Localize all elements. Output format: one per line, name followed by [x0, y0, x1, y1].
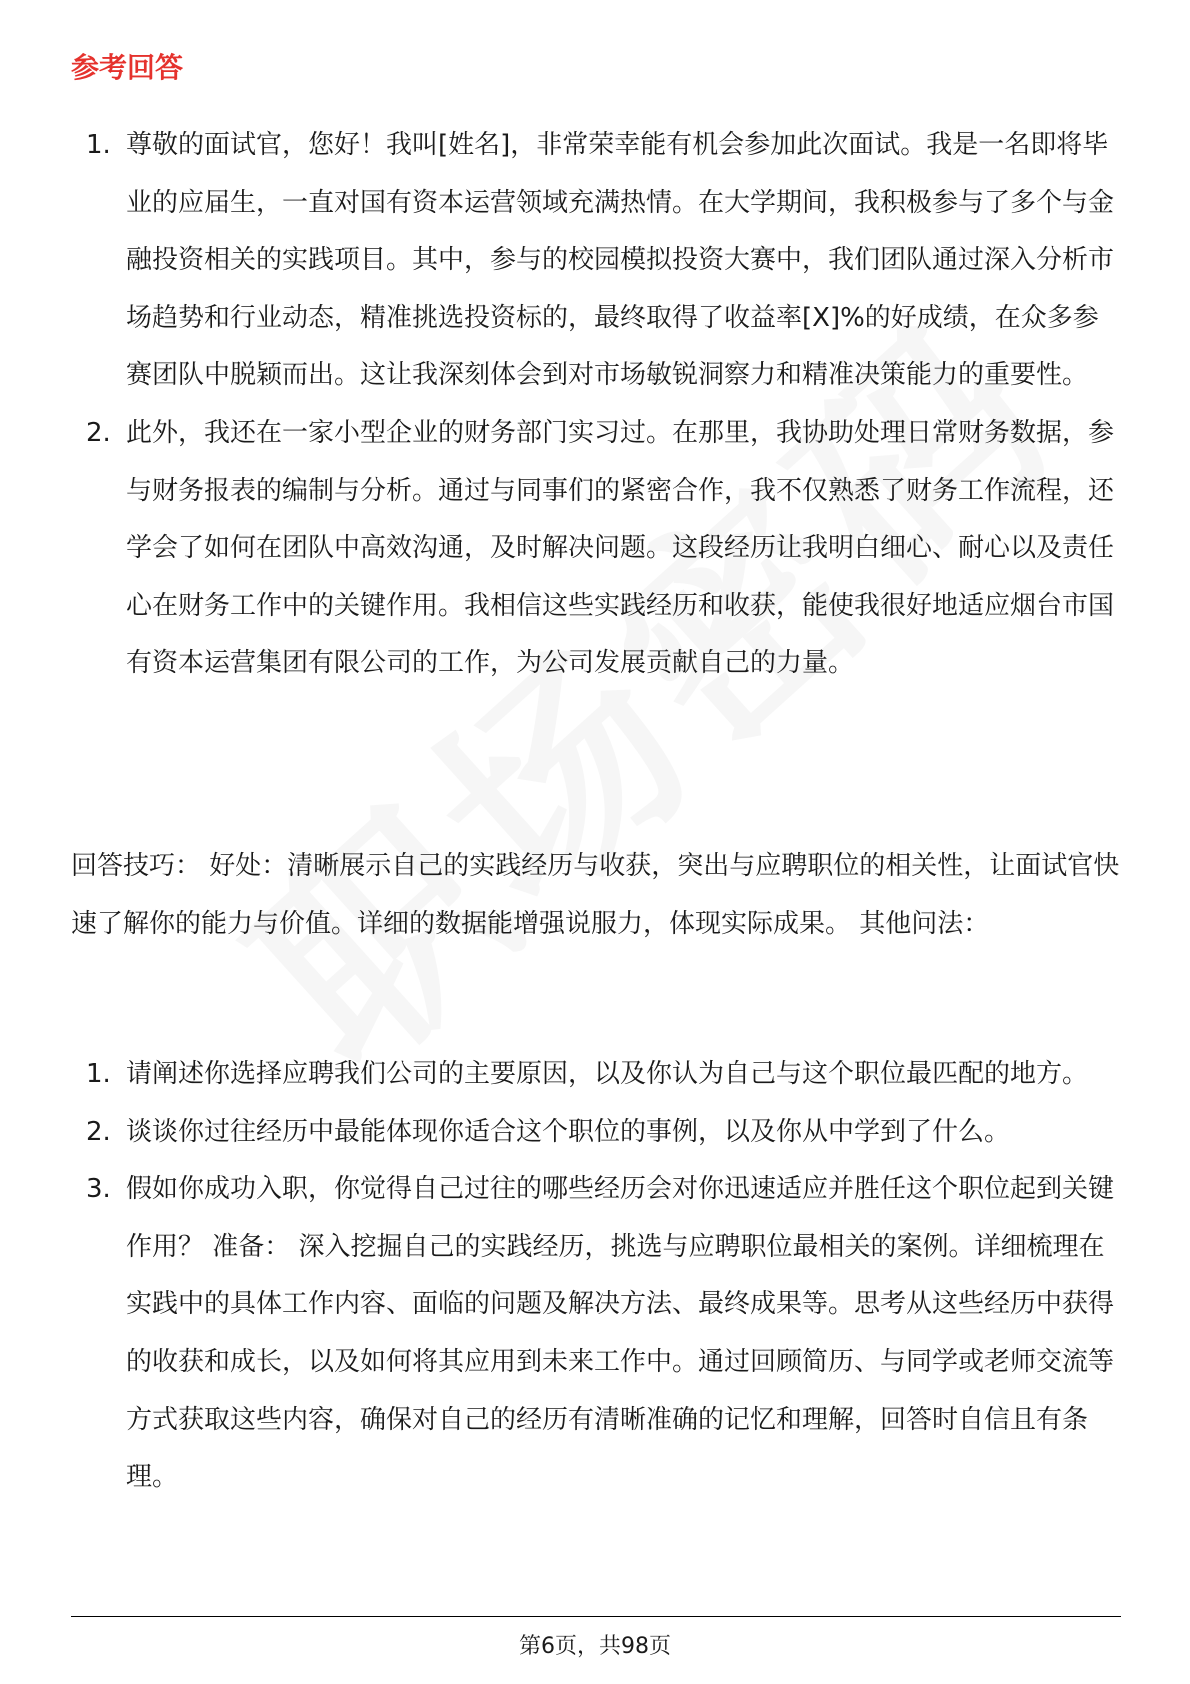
list-item [71, 1104, 1121, 1162]
footer-divider [71, 1616, 1121, 1617]
section-title: 参考回答 [71, 51, 184, 84]
page-number: 第6页，共98页 [519, 1634, 671, 1659]
list-item [71, 1046, 1121, 1104]
other-questions-list [71, 1046, 1121, 1507]
list-item-number: 1. [86, 130, 111, 160]
answer-list [71, 117, 1121, 693]
list-item-text: 此外，我还在一家小型企业的财务部门实习过。在那里，我协助处理日常财务数据，参与财务报表的编制与分析。通过与同事们的紧密合作，我不仅熟悉了财务工作流程，还学会了如何在团队中高效沟通，及时解决问题。这段经历让我明白细心、耐心以及责任心在财务工作中的关键作用。我相信这些实践经历和收获，能使我很好地适应烟台市国有资本运营集团有限公司的工作，为公司发展贡献自己的力量。 [126, 417, 1115, 679]
list-item-text: 请阐述你选择应聘我们公司的主要原因，以及你认为自己与这个职位最匹配的地方。 [126, 1059, 1089, 1089]
list-item-text: 尊敬的面试官，您好！我叫[姓名]，非常荣幸能有机会参加此次面试。我是一名即将毕业的应届生，一直对国有资本运营领域充满热情。在大学期间，我积极参与了多个与金融投资相关的实践项目。其中，参与的校园模拟投资大赛中，我们团队通过深入分析市场趋势和行业动态，精准挑选投资标的，最终取得了收益率[X]%的好成绩，在众多参赛团队中脱颖而出。这让我深刻体会到对市场敏锐洞察力和精准决策能力的重要性。 [126, 130, 1115, 391]
list-item [71, 405, 1121, 693]
list-item-number: 2. [86, 1116, 111, 1147]
list-item-text: 谈谈你过往经历中最能体现你适合这个职位的事例，以及你从中学到了什么。 [126, 1116, 1011, 1147]
list-item-number: 3. [86, 1174, 111, 1205]
list-item-number: 1. [86, 1059, 111, 1089]
list-item-number: 2. [86, 417, 111, 448]
list-item [71, 1161, 1121, 1507]
list-item-text: 假如你成功入职，你觉得自己过往的哪些经历会对你迅速适应并胜任这个职位起到关键作用？ 准备： 深入挖掘自己的实践经历，挑选与应聘职位最相关的案例。详细梳理在实践中的具体工作内容、面临的问题及解决方法、最终成果等。思考从这些经历中获得的收获和成长，以及如何将其应用到未来工作中。通过回顾简历、与同学或老师交流等方式获取这些内容，确保对自己的经历有清晰准确的记忆和理解，回答时自信且有条理。 [126, 1174, 1115, 1493]
list-item [71, 117, 1121, 405]
answer-tips-paragraph: 回答技巧： 好处：清晰展示自己的实践经历与收获，突出与应聘职位的相关性，让面试官快速了解你的能力与价值。详细的数据能增强说服力，体现实际成果。 其他问法： [71, 851, 1120, 939]
